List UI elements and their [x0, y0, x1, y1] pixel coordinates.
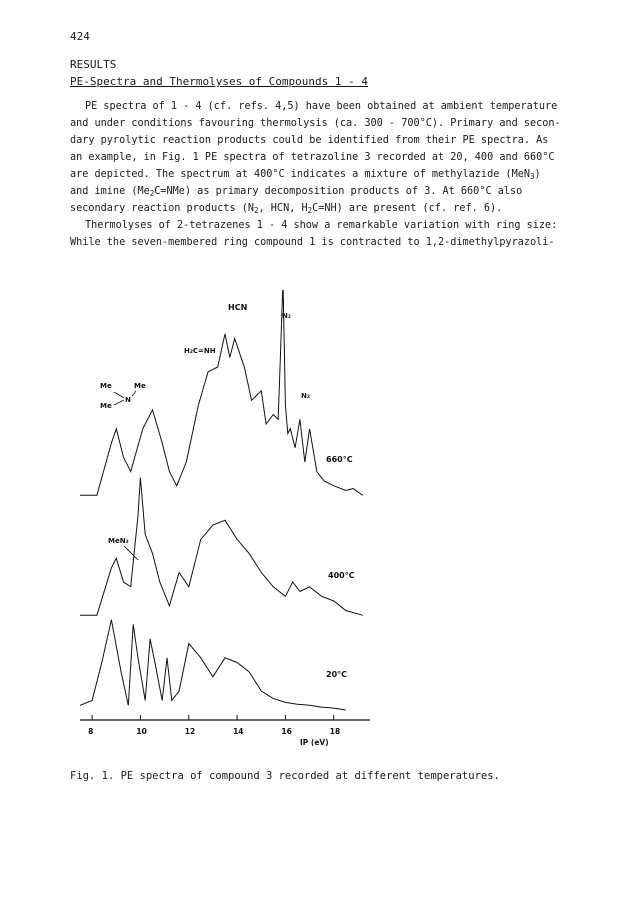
imine-bond-2: [114, 400, 124, 405]
p1-line-3: dary pyrolytic reaction products could be identified from their PE spectra. As: [70, 135, 549, 146]
label-imine-me3: Me: [100, 402, 112, 410]
label-n2-right: N₂: [301, 392, 310, 400]
x-tick-label-8: 8: [88, 727, 94, 736]
label-h2cnh: H₂C=NH: [184, 347, 216, 355]
label-men3: MeN₃: [108, 537, 129, 545]
section-title: RESULTS: [70, 58, 117, 71]
spectrum-trace-400c: [80, 478, 363, 616]
p1-line-1: PE spectra of 1 - 4 (cf. refs. 4,5) have been obtained at ambient temperature: [85, 101, 558, 112]
x-axis-label: IP (eV): [300, 738, 329, 747]
x-tick-label-16: 16: [281, 727, 292, 736]
x-tick-label-14: 14: [233, 727, 244, 736]
p1-line-4: an example, in Fig. 1 PE spectra of tetrazoline 3 recorded at 20, 400 and 660°C: [70, 152, 555, 163]
pe-spectra-figure: [70, 290, 390, 760]
label-660c: 660°C: [326, 455, 353, 464]
imine-bond-3: [132, 391, 136, 396]
label-400c: 400°C: [328, 571, 355, 580]
imine-bond-1: [114, 392, 124, 398]
p1-line-5: are depicted. The spectrum at 400°C indicates a mixture of methylazide (MeN$_3$): [70, 169, 541, 181]
x-tick-label-12: 12: [184, 727, 196, 736]
label-imine-me1: Me: [100, 382, 112, 390]
x-tick-label-18: 18: [329, 727, 341, 736]
p1-line-6: and imine $(Me_2C=NMe)$ as primary decomposition products of 3. At 660°C also: [70, 186, 523, 198]
label-hcn: HCN: [228, 303, 248, 312]
label-20c: 20°C: [326, 670, 348, 679]
p1-line-7: secondary reaction products ($N_2$, HCN, $H_2C=NH$) are present (cf. ref. 6).: [70, 203, 503, 215]
spectrum-trace-660c: [80, 290, 363, 495]
label-imine-me2: Me: [134, 382, 146, 390]
p2-line-1: Thermolyses of 2-tetrazenes 1 - 4 show a remarkable variation with ring size:: [85, 220, 558, 231]
paragraph-1: [70, 98, 561, 251]
spectrum-trace-20c: [80, 620, 346, 710]
subsection-title: PE-Spectra and Thermolyses of Compounds 1 - 4: [70, 75, 369, 88]
pe-spectra-plot: [70, 290, 390, 760]
men3-arrow: [124, 546, 138, 560]
page-number: 424: [70, 30, 90, 43]
label-imine-n: N: [125, 396, 131, 404]
label-n2-top: N₂: [282, 312, 291, 320]
p2-line-2: While the seven-membered ring compound 1 is contracted to 1,2-dimethylpyrazoli-: [70, 237, 555, 248]
x-tick-label-10: 10: [136, 727, 147, 736]
p1-line-2: and under conditions favouring thermolysis (ca. 300 - 700°C). Primary and secon-: [70, 118, 561, 129]
figure-caption: Fig. 1. PE spectra of compound 3 recorded at different temperatures.: [70, 770, 500, 782]
